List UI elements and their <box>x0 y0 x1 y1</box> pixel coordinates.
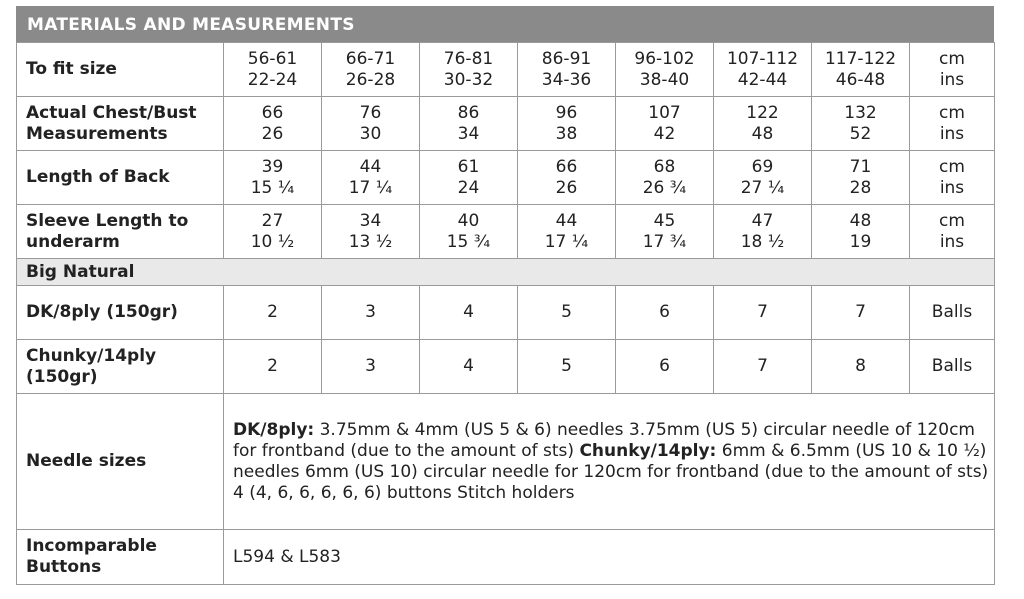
value-cell: 40 15 ¾ <box>420 205 518 259</box>
buttons-value: L594 & L583 <box>224 530 995 585</box>
ball-count-cell: 6 <box>616 340 714 394</box>
value-cell: 86 34 <box>420 97 518 151</box>
size-cell: 117-122 46-48 <box>812 43 910 97</box>
section-title: MATERIALS AND MEASUREMENTS <box>16 6 994 42</box>
needle-line: 3.75mm (US 5) circular needle of 120cm for frontband (due to the amount of sts) <box>233 419 975 461</box>
unit-cell: Balls <box>910 286 995 340</box>
ball-count-cell: 7 <box>812 286 910 340</box>
table-row-chest <box>17 97 995 151</box>
row-label: Incomparable Buttons <box>17 530 224 585</box>
needle-line: Chunky/14ply: 6mm & 6.5mm (US 10 & 10 ½) needles <box>233 440 987 482</box>
measurements-table <box>16 42 995 585</box>
value-cell: 107 42 <box>616 97 714 151</box>
value-cell: 132 52 <box>812 97 910 151</box>
ball-count-cell: 3 <box>322 340 420 394</box>
row-label: Needle sizes <box>17 394 224 530</box>
needle-line: DK/8ply: 3.75mm & 4mm (US 5 & 6) needles <box>233 419 624 440</box>
needle-line: Stitch holders <box>457 482 575 503</box>
ball-count-cell: 5 <box>518 340 616 394</box>
row-label: Length of Back <box>17 151 224 205</box>
size-cell: 66-71 26-28 <box>322 43 420 97</box>
value-cell: 96 38 <box>518 97 616 151</box>
unit-cell: Balls <box>910 340 995 394</box>
value-cell: 34 13 ½ <box>322 205 420 259</box>
value-cell: 71 28 <box>812 151 910 205</box>
unit-cell: cm ins <box>910 205 995 259</box>
ball-count-cell: 2 <box>224 286 322 340</box>
value-cell: 122 48 <box>714 97 812 151</box>
ball-count-cell: 6 <box>616 286 714 340</box>
table-row-fit-size <box>17 43 995 97</box>
ball-count-cell: 5 <box>518 286 616 340</box>
yarn-section-title: Big Natural <box>17 259 995 286</box>
value-cell: 66 26 <box>518 151 616 205</box>
value-cell: 44 17 ¼ <box>518 205 616 259</box>
table-row-buttons <box>17 530 995 585</box>
value-cell: 47 18 ½ <box>714 205 812 259</box>
needle-line: 4 (4, 6, 6, 6, 6, 6) buttons <box>233 482 452 503</box>
value-cell: 68 26 ¾ <box>616 151 714 205</box>
ball-count-cell: 4 <box>420 340 518 394</box>
value-cell: 61 24 <box>420 151 518 205</box>
row-label: To fit size <box>17 43 224 97</box>
value-cell: 76 30 <box>322 97 420 151</box>
value-cell: 66 26 <box>224 97 322 151</box>
row-label: Sleeve Length to underarm <box>17 205 224 259</box>
value-cell: 45 17 ¾ <box>616 205 714 259</box>
size-cell: 96-102 38-40 <box>616 43 714 97</box>
measurements-panel <box>16 6 994 585</box>
ball-count-cell: 7 <box>714 286 812 340</box>
size-cell: 86-91 34-36 <box>518 43 616 97</box>
needle-notes <box>224 394 995 530</box>
unit-cell: cm ins <box>910 43 995 97</box>
yarn-section-row <box>17 259 995 286</box>
row-label: DK/8ply (150gr) <box>17 286 224 340</box>
size-cell: 56-61 22-24 <box>224 43 322 97</box>
ball-count-cell: 2 <box>224 340 322 394</box>
size-cell: 107-112 42-44 <box>714 43 812 97</box>
row-label: Chunky/14ply (150gr) <box>17 340 224 394</box>
value-cell: 44 17 ¼ <box>322 151 420 205</box>
value-cell: 39 15 ¼ <box>224 151 322 205</box>
needle-line: 6mm (US 10) circular needle for 120cm for frontband (due to the amount of sts) <box>304 461 989 482</box>
ball-count-cell: 3 <box>322 286 420 340</box>
table-row-back-length <box>17 151 995 205</box>
ball-count-cell: 8 <box>812 340 910 394</box>
ball-count-cell: 7 <box>714 340 812 394</box>
value-cell: 69 27 ¼ <box>714 151 812 205</box>
unit-cell: cm ins <box>910 151 995 205</box>
size-cell: 76-81 30-32 <box>420 43 518 97</box>
value-cell: 27 10 ½ <box>224 205 322 259</box>
row-label: Actual Chest/Bust Measurements <box>17 97 224 151</box>
table-row-needles <box>17 394 995 530</box>
unit-cell: cm ins <box>910 97 995 151</box>
table-row-sleeve-length <box>17 205 995 259</box>
ball-count-cell: 4 <box>420 286 518 340</box>
table-row-dk-yarn <box>17 286 995 340</box>
table-row-chunky-yarn <box>17 340 995 394</box>
value-cell: 48 19 <box>812 205 910 259</box>
